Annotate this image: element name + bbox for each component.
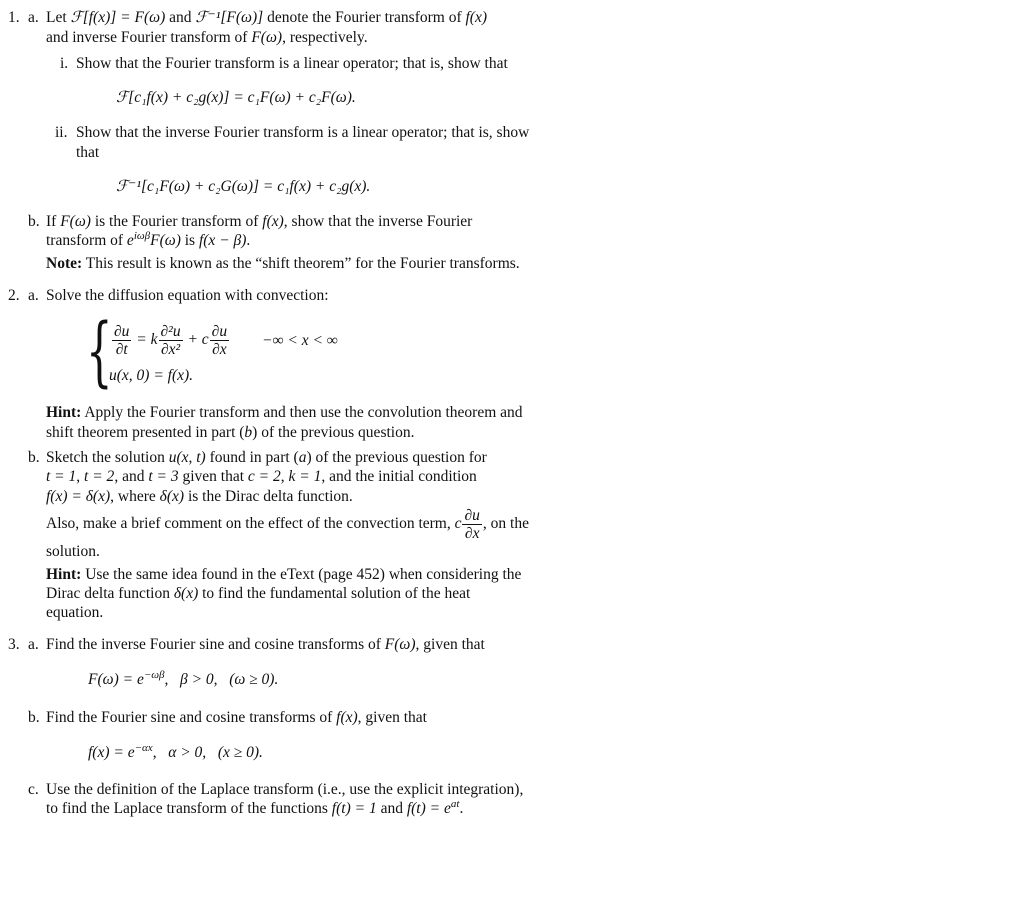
problem-1a-ii-text-line-2: that (76, 144, 100, 161)
text: to find the fundamental solution of the heat (198, 585, 471, 602)
problem-3a-label: a. (28, 636, 39, 653)
math: f(t) = e (406, 800, 451, 817)
problem-1-number: 1. (8, 9, 20, 26)
math: α > 0, (168, 744, 207, 761)
text: Let (46, 9, 71, 26)
math: + c (187, 331, 209, 348)
math: ℱ⁻¹[F(ω)] (195, 9, 264, 26)
pde-domain: −∞ < x < ∞ (262, 332, 338, 349)
text: shift theorem presented in part ( (46, 424, 245, 441)
text: Find the inverse Fourier sine and cosine transforms of (46, 636, 385, 653)
math: δ(x) (173, 585, 199, 602)
note-text: This result is known as the “shift theorem” for the Fourier transforms. (82, 255, 520, 272)
math: t = 3 (148, 468, 179, 485)
problem-3a-text (46, 636, 485, 654)
superscript: −ωβ (143, 668, 165, 681)
superscript: −αx (134, 741, 153, 754)
text: , and (114, 468, 149, 485)
math: F(ω) (60, 213, 91, 230)
math: (ω ≥ 0). (229, 671, 279, 688)
math: F(ω) (384, 636, 416, 653)
text: , given that (415, 636, 485, 653)
problem-3b-label: b. (28, 709, 40, 726)
numerator: ∂²u (160, 322, 181, 340)
fraction-du-dx (462, 507, 481, 542)
text: Apply the Fourier transform and then use the convolution theorem and (81, 404, 523, 421)
problem-2b-hint-line-1 (46, 566, 521, 584)
denominator: ∂x² (160, 340, 181, 358)
text: , (164, 671, 180, 688)
math: β > 0, (180, 671, 218, 688)
denominator: ∂x (464, 524, 480, 542)
hint-label: Hint: (46, 404, 82, 421)
problem-3c-line-1: Use the definition of the Laplace transform (i.e., use the explicit integration), (46, 781, 524, 798)
text: ) of the previous question for (306, 449, 487, 466)
problem-2b-label: b. (28, 449, 40, 466)
text: , (280, 468, 289, 485)
text (206, 744, 218, 761)
math: e (126, 232, 134, 249)
problem-3a-equation (88, 668, 279, 689)
denominator: ∂t (115, 340, 128, 358)
hint-label: Hint: (46, 566, 82, 583)
text: , (76, 468, 85, 485)
math: t = 1 (46, 468, 77, 485)
text: is the Fourier transform of (90, 213, 263, 230)
text: and inverse Fourier transform of (46, 29, 252, 46)
text: , show that the inverse Fourier (283, 213, 473, 230)
numerator: ∂u (211, 322, 228, 340)
math: F(ω) = e (88, 671, 144, 688)
math: F(ω) (150, 232, 181, 249)
math: f(x) (262, 213, 284, 230)
text: Sketch the solution (46, 449, 169, 466)
math: δ(x) (159, 488, 185, 505)
problem-2b-line-1 (46, 449, 487, 467)
math: u(x, t) (168, 449, 206, 466)
text: a (298, 449, 307, 466)
superscript: at (450, 797, 460, 810)
math: f(x) = δ(x) (46, 488, 111, 505)
text: Dirac delta function (46, 585, 174, 602)
problem-1b-line-1 (46, 213, 472, 231)
problem-1a-intro-line-1 (46, 9, 487, 27)
problem-2b-also-line (46, 506, 529, 542)
text: Find the Fourier sine and cosine transforms of (46, 709, 337, 726)
text: denote the Fourier transform of (263, 9, 466, 26)
text: , where (110, 488, 160, 505)
numerator: ∂u (114, 322, 130, 340)
math: = k (136, 331, 158, 348)
initial-condition: u(x, 0) = f(x). (109, 367, 194, 384)
text: given that (178, 468, 248, 485)
pde-equation (111, 321, 230, 359)
text: , on the (482, 515, 529, 532)
problem-2b-also-line-2: solution. (46, 543, 100, 560)
text: , (152, 744, 169, 761)
math: f(x) (465, 9, 488, 26)
text: ) of the previous question. (252, 424, 415, 441)
math: (x ≥ 0). (217, 744, 263, 761)
text: Use the same idea found in the eText (page 452) when considering the (81, 566, 522, 583)
text: is (180, 232, 199, 249)
math: f(t) = 1 (331, 800, 377, 817)
math: f(x) (336, 709, 358, 726)
text: If (46, 213, 61, 230)
problem-3b-text (46, 709, 427, 727)
problem-2a-hint-line-1 (46, 404, 523, 422)
text: , given that (357, 709, 427, 726)
problem-3c-line-2 (46, 797, 464, 818)
problem-2b-line-3 (46, 488, 353, 506)
text: transform of (46, 232, 127, 249)
text: and (165, 9, 196, 26)
math: k = 1 (288, 468, 322, 485)
system-brace: { (86, 306, 113, 395)
fraction-du-dx (210, 323, 229, 358)
problem-1b-label: b. (28, 213, 40, 230)
math: f(x − β) (198, 232, 247, 249)
denominator: ∂x (212, 340, 227, 358)
math: F(ω) (251, 29, 283, 46)
problem-3b-equation (88, 741, 263, 762)
text: and (376, 800, 407, 817)
math: t = 2 (84, 468, 115, 485)
text: . (459, 800, 464, 817)
problem-1a-label: a. (28, 9, 39, 26)
math: c = 2 (247, 468, 281, 485)
math: c (454, 515, 462, 532)
text: to find the Laplace transform of the functions (46, 800, 332, 817)
problem-1a-i-equation: ℱ[c₁f(x) + c₂g(x)] = c₁F(ω) + c₂F(ω). (116, 89, 356, 106)
superscript: iωβ (133, 229, 151, 242)
fraction-du-dt (112, 323, 131, 358)
problem-1a-ii-text-line-1: Show that the inverse Fourier transform is a linear operator; that is, show (76, 124, 530, 141)
problem-1a-ii-label: ii. (55, 124, 68, 141)
text: is the Dirac delta function. (184, 488, 353, 505)
text: , respectively. (282, 29, 368, 46)
problem-2b-hint-line-2 (46, 585, 470, 603)
text: , and the initial condition (321, 468, 477, 485)
numerator: ∂u (464, 506, 480, 524)
math: ℱ[f(x)] = F(ω) (70, 9, 166, 26)
problem-2b-hint-line-3: equation. (46, 604, 104, 621)
problem-2a-intro: Solve the diffusion equation with convection: (46, 287, 329, 304)
math: f(x) = e (88, 744, 135, 761)
problem-1a-intro-line-2 (46, 29, 368, 47)
text: Also, make a brief comment on the effect of the convection term, (46, 515, 455, 532)
note-label: Note: (46, 255, 83, 272)
fraction-d2u-dx2 (159, 323, 183, 358)
problem-1a-i-text: Show that the Fourier transform is a linear operator; that is, show that (76, 55, 508, 72)
problem-2b-line-2 (46, 468, 477, 486)
problem-2a-label: a. (28, 287, 39, 304)
text: found in part ( (205, 449, 299, 466)
text: . (246, 232, 251, 249)
problem-2a-hint-line-2 (46, 424, 414, 442)
problem-3c-label: c. (28, 781, 39, 798)
problem-1b-note (46, 255, 520, 273)
problem-1a-i-label: i. (60, 55, 69, 72)
problem-1b-line-2 (46, 229, 251, 250)
problem-3-number: 3. (8, 636, 20, 653)
text: b (244, 424, 253, 441)
text (218, 671, 230, 688)
problem-2-number: 2. (8, 287, 20, 304)
problem-1a-ii-equation: ℱ⁻¹[c₁F(ω) + c₂G(ω)] = c₁f(x) + c₂g(x). (116, 178, 371, 195)
